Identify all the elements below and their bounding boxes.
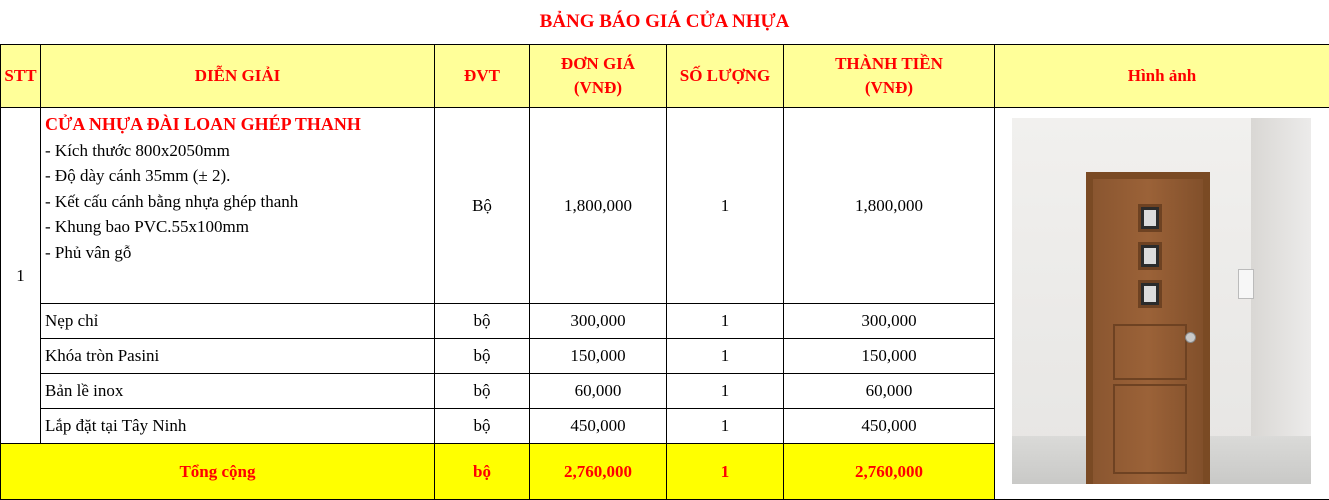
header-thanh-tien-line1: THÀNH TIỀN: [784, 52, 994, 76]
total-thanh-tien: 2,760,000: [784, 444, 995, 500]
header-dvt: ĐVT: [435, 45, 530, 108]
cell-stt: 1: [1, 108, 41, 444]
header-stt: STT: [1, 45, 41, 108]
price-table: [0, 44, 1329, 500]
door-knob: [1185, 332, 1196, 343]
cell-dvt: bộ: [435, 304, 530, 339]
spec-line: - Kích thước 800x2050mm: [45, 138, 430, 164]
header-row: [1, 45, 1329, 108]
door-panel: [1113, 324, 1187, 380]
cell-so-luong: 1: [667, 108, 784, 304]
door-glass-pane: [1138, 280, 1162, 308]
cell-thanh-tien: 150,000: [784, 339, 995, 374]
cell-dvt: Bộ: [435, 108, 530, 304]
cell-thanh-tien: 60,000: [784, 374, 995, 409]
cell-dvt: bộ: [435, 339, 530, 374]
cell-thanh-tien: 450,000: [784, 409, 995, 444]
cell-thanh-tien: 300,000: [784, 304, 995, 339]
total-dvt: bộ: [435, 444, 530, 500]
table-row: [1, 108, 1329, 304]
header-don-gia-line2: (VNĐ): [530, 76, 666, 100]
cell-description: Khóa tròn Pasini: [41, 339, 435, 374]
total-don-gia: 2,760,000: [530, 444, 667, 500]
cell-don-gia: 450,000: [530, 409, 667, 444]
spec-line: - Kết cấu cánh bằng nhựa ghép thanh: [45, 189, 430, 215]
header-thanh-tien: [784, 45, 995, 108]
total-so-luong: 1: [667, 444, 784, 500]
spec-line: - Khung bao PVC.55x100mm: [45, 214, 430, 240]
cell-so-luong: 1: [667, 339, 784, 374]
header-dien-giai: DIỄN GIẢI: [41, 45, 435, 108]
door-photo: [1012, 118, 1311, 484]
photo-wall: [1251, 118, 1311, 484]
cell-description: Nẹp chỉ: [41, 304, 435, 339]
cell-so-luong: 1: [667, 409, 784, 444]
product-name: CỬA NHỰA ĐÀI LOAN GHÉP THANH: [45, 112, 430, 138]
cell-so-luong: 1: [667, 374, 784, 409]
door-glass-pane: [1138, 204, 1162, 232]
spec-line: - Phủ vân gỗ: [45, 240, 430, 266]
spec-line: - Độ dày cánh 35mm (± 2).: [45, 163, 430, 189]
cell-image: [995, 108, 1329, 500]
header-thanh-tien-line2: (VNĐ): [784, 76, 994, 100]
cell-dvt: bộ: [435, 409, 530, 444]
total-label: Tổng cộng: [1, 444, 435, 500]
cell-description: Bản lề inox: [41, 374, 435, 409]
door-panel: [1113, 384, 1187, 474]
header-so-luong: SỐ LƯỢNG: [667, 45, 784, 108]
header-don-gia: [530, 45, 667, 108]
header-don-gia-line1: ĐƠN GIÁ: [530, 52, 666, 76]
cell-don-gia: 1,800,000: [530, 108, 667, 304]
page-title: BẢNG BÁO GIÁ CỬA NHỰA: [0, 0, 1329, 44]
cell-don-gia: 300,000: [530, 304, 667, 339]
wall-switch: [1238, 269, 1254, 299]
cell-thanh-tien: 1,800,000: [784, 108, 995, 304]
cell-don-gia: 60,000: [530, 374, 667, 409]
door-glass-pane: [1138, 242, 1162, 270]
cell-description: [41, 108, 435, 304]
cell-don-gia: 150,000: [530, 339, 667, 374]
header-hinh-anh: Hình ảnh: [995, 45, 1329, 108]
cell-so-luong: 1: [667, 304, 784, 339]
cell-dvt: bộ: [435, 374, 530, 409]
cell-description: Lắp đặt tại Tây Ninh: [41, 409, 435, 444]
